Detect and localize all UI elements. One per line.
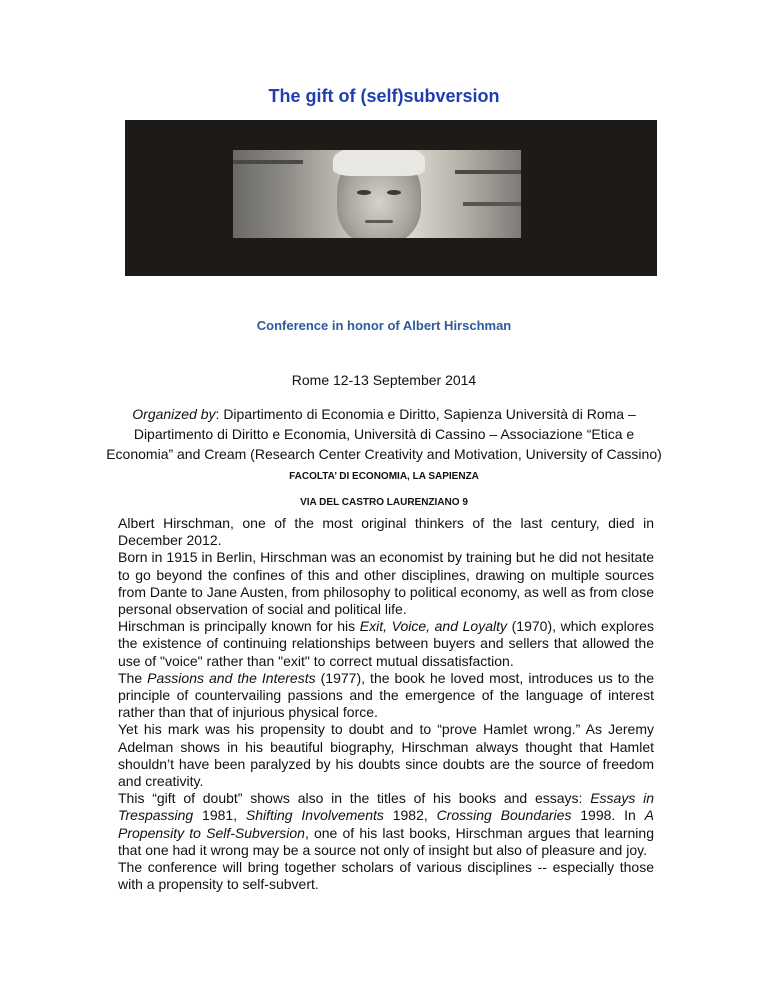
venue-faculty: FACOLTA’ DI ECONOMIA, LA SAPIENZA bbox=[289, 471, 479, 482]
organizers-text: : Dipartimento di Economia e Diritto, Sapienza Università di Roma – Dipartimento di Diritto e Economia, Università di Cassino – Associazione “Etica e Economia” and Cream (Research Center Creativity and Motivation, University of Cassino) bbox=[106, 406, 662, 462]
paragraph-exit-voice: Hirschman is principally known for his Exit, Voice, and Loyalty (1970), which explores the existence of continuing relationships between buyers and sellers that allowed the use of "voice" rather than "exit" to correct mutual dissatisfaction. bbox=[118, 618, 654, 669]
paragraph-passions: The Passions and the Interests (1977), the book he loved most, introduces us to the principle of countervailing passions and the emergence of the language of interest rather than that of injurious physical force. bbox=[118, 669, 654, 721]
organizers-block bbox=[100, 404, 668, 464]
portrait-banner bbox=[125, 120, 657, 276]
paragraph-conference: The conference will bring together scholars of various disciplines -- especially those with a propensity to self-subvert. bbox=[118, 859, 654, 893]
paragraph-biography: Born in 1915 in Berlin, Hirschman was an economist by training but he did not hesitate to go beyond the confines of this and other disciplines, drawing on multiple sources from Dante to Jane Austen, from philosophy to political economy, as well as from close personal observation of social and political life. bbox=[118, 549, 654, 618]
document-title: The gift of (self)subversion bbox=[268, 86, 500, 106]
conference-dates: Rome 12-13 September 2014 bbox=[291, 372, 477, 388]
paragraph-gift-of-doubt: This “gift of doubt” shows also in the titles of his books and essays: Essays in Trespassing 1981, Shifting Involvements 1982, Crossing Boundaries 1998. In A Propensity to Self-Subversion, one of his last books, Hirschman argues that learning that one had it wrong may be a source not only of insight but also of pleasure and joy. bbox=[118, 790, 654, 858]
organizers-label: Organized by bbox=[132, 406, 216, 422]
conference-subtitle: Conference in honor of Albert Hirschman bbox=[256, 318, 512, 333]
portrait-photo bbox=[233, 150, 521, 238]
venue-address: VIA DEL CASTRO LAURENZIANO 9 bbox=[300, 497, 468, 508]
paragraph-hamlet: Yet his mark was his propensity to doubt and to “prove Hamlet wrong.” As Jeremy Adelman shows in his beautiful biography, Hirschman always thought that Hamlet shouldn’t have been paralyzed by his doubts since doubts are the source of freedom and creativity. bbox=[118, 721, 654, 790]
paragraph-death: Albert Hirschman, one of the most original thinkers of the last century, died in December 2012. bbox=[118, 515, 654, 549]
body-text bbox=[118, 515, 654, 893]
